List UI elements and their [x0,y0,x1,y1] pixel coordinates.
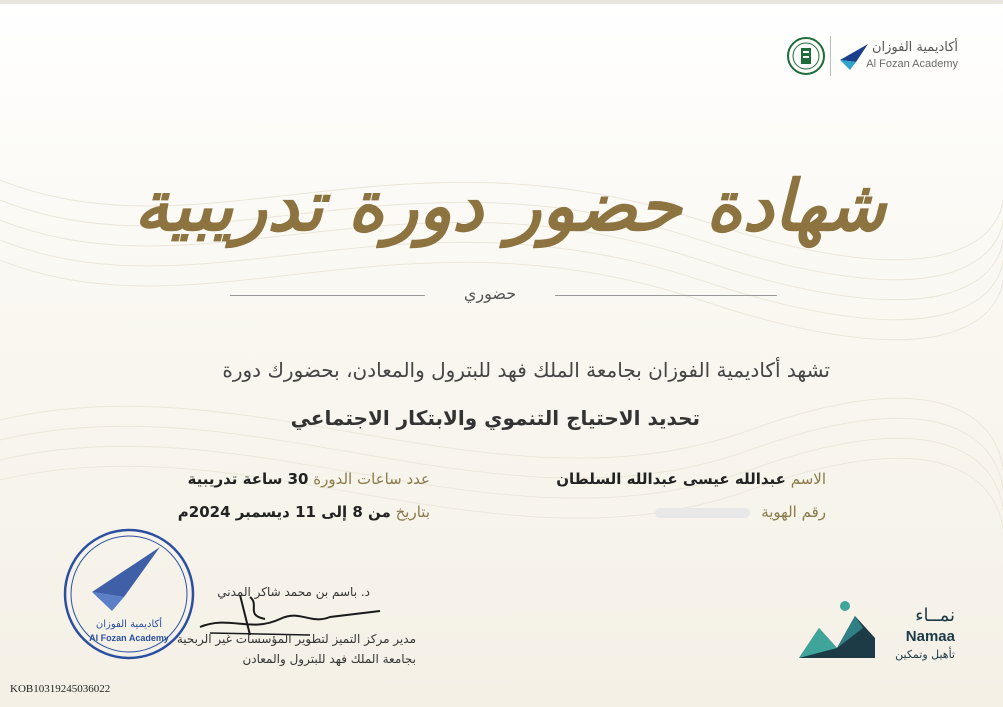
id-field [540,503,826,521]
name-field [440,470,826,488]
course-name: تحديد الاحتياج التنموي والابتكار الاجتماعي [290,406,700,430]
seal-text-en: Al Fozan Academy [89,633,169,643]
logo-divider [830,36,831,76]
fozan-academy-logo [838,38,958,78]
kfupm-seal-logo [786,36,826,76]
divider-right [555,295,777,296]
namaa-tagline: تأهيل وتمكين [895,648,955,661]
certificate-intro: تشهد أكاديمية الفوزان بجامعة الملك فهد للبترول والمعادن، بحضورك دورة [222,358,830,382]
seal-text-ar: أكاديمية الفوزان [95,619,163,630]
fozan-wing-icon [838,40,870,74]
hours-label: عدد ساعات الدورة [313,470,430,488]
divider-left [230,295,425,296]
date-field [150,503,430,521]
name-value: عبدالله عيسى عبدالله السلطان [556,470,786,488]
date-label: بتاريخ [395,503,430,521]
certificate-code: KOB10319245036022 [10,683,111,695]
signer-name: د. باسم بن محمد شاكر المدني [217,585,370,599]
attendance-type: حضوري [463,284,517,303]
date-value: من 8 إلى 11 ديسمبر 2024م [177,503,391,521]
fozan-logo-en: Al Fozan Academy [866,58,958,70]
name-label: الاسم [790,470,826,488]
fozan-logo-ar: أكاديمية الفوزان [871,40,958,55]
namaa-logo-en: Namaa [905,628,955,645]
top-border [0,0,1003,4]
hours-value: 30 ساعة تدريبية [187,470,309,488]
id-value-redacted [655,508,750,518]
namaa-logo-icon [797,598,887,666]
id-label: رقم الهوية [761,503,826,521]
certificate-title: شهادة حضور دورة تدريبية [134,163,886,247]
hours-field [150,470,430,488]
signer-title: مدير مركز التميز لتطوير المؤسسات غير الربحية [176,632,416,646]
namaa-logo-ar: نمــاء [915,605,955,626]
signer-organization: بجامعة الملك فهد للبترول والمعادن [242,652,416,666]
